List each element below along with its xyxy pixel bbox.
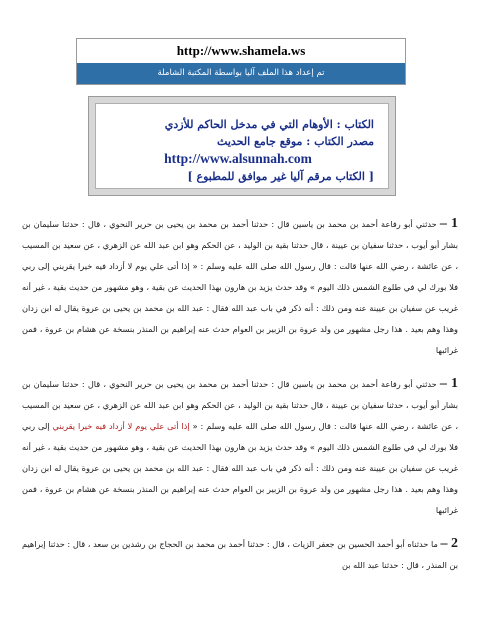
book-info-box	[88, 96, 396, 196]
header-note: تم إعداد هذا الملف آليا بواسطة المكتبة الشاملة	[77, 63, 405, 84]
page-header	[76, 38, 406, 85]
header-url: http://www.shamela.ws	[77, 39, 405, 63]
paragraph-text: حدثني أبو رفاعة أحمد بن محمد بن ياسين قال : حدثنا أحمد بن محمد بن يحيى بن حرير النحوي ، قال : حدثنا سليمان بن بشار أبو أيوب ، حدثنا سفيان بن عيينة ، قال حدثنا بقية بن الوليد ، عن الحكم وهو ابن عبد الله عن الزهري ، عن سعيد بن المسيب ، عن عائشة ، رضي الله عنها قالت : قال رسول الله صلى الله عليه وسلم : « إذا أتى علي يوم لا أزداد فيه خيرا يقربني إلى ربي فلا بورك لي في طلوع الشمس ذلك اليوم » وقد حدث يزيد بن هارون بهذا الحديث عن بقية ، وهو مشهور من حديث بقية ، غير أنه غريب عن سفيان بن عيينة عنه ومن ذلك : أنه ذكر في باب عبد الله فقال : عبد الله بن محمد بن يحيى بن عروة يقال له ابن زدان وهذا وهم بعيد . هذا رجل مشهور من ولد عروة بن الزبير بن العوام حدث عنه إبراهيم بن المنذر بنسخة عن هشام بن عروة ، فمن غرائبها	[22, 219, 458, 355]
numbering-note: [ الكتاب مرقم آليا غير موافق للمطبوع ]	[187, 170, 374, 183]
book-info-inner	[95, 103, 389, 189]
book-source: مصدر الكتاب : موقع جامع الحديث	[217, 135, 374, 148]
source-site: http://www.alsunnah.com	[164, 151, 312, 166]
paragraph-text-pre: حدثني أبو رفاعة أحمد بن محمد بن ياسين قال : حدثنا أحمد بن محمد بن يحيى بن حرير النحوي ، قال : حدثنا سليمان بن بشار أبو أيوب ، حدثنا سفيان بن عيينة ، قال حدثنا بقية بن الوليد ، عن الحكم وهو ابن عبد الله عن الزهري ، عن سعيد بن المسيب ، عن عائشة ، رضي الله عنها قالت : قال رسول الله صلى الله عليه وسلم : «	[22, 379, 458, 431]
paragraph-number: 1 –	[439, 216, 458, 231]
paragraph-text: ما حدثناه أبو أحمد الحسين بن جعفر الزيات ، قال : حدثنا أحمد بن محمد بن الحجاج بن رشدين بن سعد ، قال : حدثنا إبراهيم بن المنذر ، قال : حدثنا عبد الله بن	[22, 539, 458, 570]
highlighted-text: إذا أتى علي يوم لا أزداد فيه خيرا يقربني	[52, 421, 190, 431]
paragraph-1	[22, 213, 458, 361]
document-body	[22, 213, 458, 588]
paragraph-2	[22, 373, 458, 521]
paragraph-3	[22, 533, 458, 576]
paragraph-number: 1 –	[439, 376, 458, 391]
book-title: الكتاب : الأوهام التي في مدخل الحاكم للأزدي	[164, 118, 374, 131]
paragraph-number: 2 –	[440, 536, 459, 551]
paragraph-text-post: إلى ربي فلا بورك لي في طلوع الشمس ذلك اليوم » وقد حدث يزيد بن هارون بهذا الحديث عن بقية ، وهو مشهور من حديث بقية ، غير أنه غريب عن سفيان بن عيينة عنه ومن ذلك : أنه ذكر في باب عبد الله فقال : عبد الله بن محمد بن يحيى بن عروة يقال له ابن زدان وهذا وهم بعيد . هذا رجل مشهور من ولد عروة بن الزبير بن العوام حدث عنه إبراهيم بن المنذر بنسخة عن هشام بن عروة ، فمن غرائبها	[22, 421, 458, 515]
